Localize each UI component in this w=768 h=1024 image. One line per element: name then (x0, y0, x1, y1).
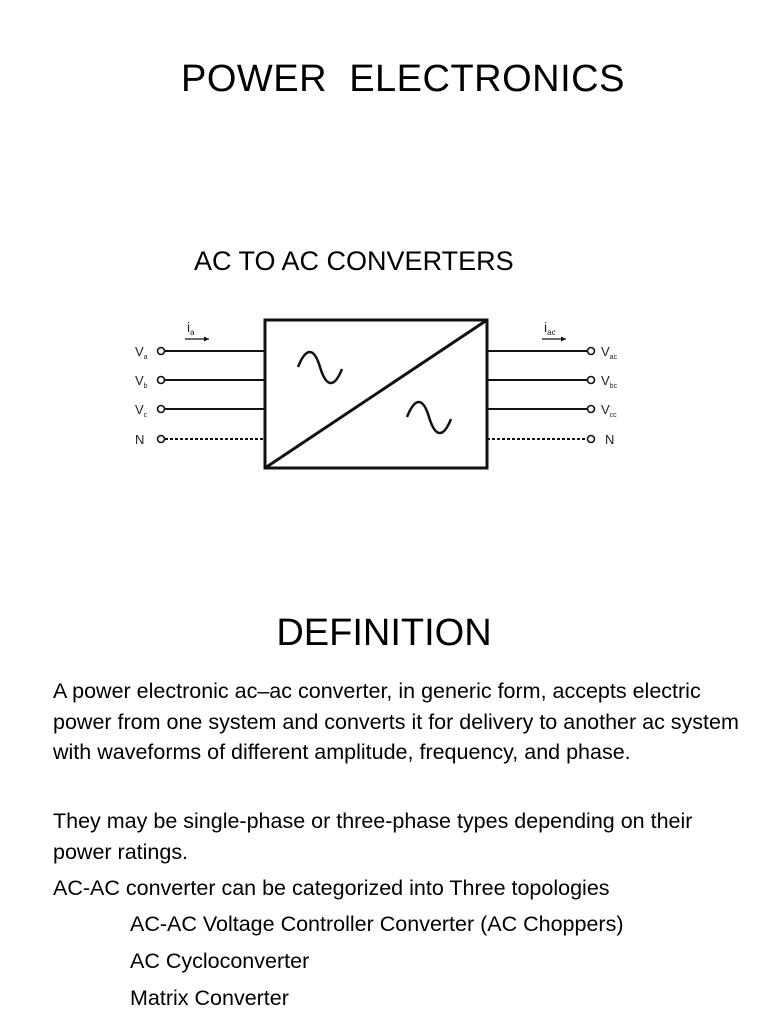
output-terminal-b (588, 377, 595, 384)
output-terminal-a (588, 348, 595, 355)
topology-item: Matrix Converter (130, 986, 289, 1010)
topology-item: AC-AC Voltage Controller Converter (AC Choppers) (130, 912, 624, 936)
input-current-label: $i_a$ (187, 319, 195, 337)
topology-item: AC Cycloconverter (130, 949, 310, 973)
output-label-c: $V_{cc}$ (601, 402, 617, 419)
output-terminal-n (588, 436, 595, 443)
input-label-b: $V_b$ (135, 373, 148, 390)
phase-types-paragraph: They may be single-phase or three-phase types depending on their power ratings. (53, 809, 693, 864)
output-terminal-c (588, 406, 595, 413)
topologies-intro: AC-AC converter can be categorized into Three topologies (53, 876, 610, 900)
input-label-a: $V_a$ (135, 344, 148, 361)
input-terminal-b (158, 377, 165, 384)
definition-paragraph: A power electronic ac–ac converter, in generic form, accepts electric power from one system and converts it for delivery to another ac system with waveforms of different amplitude, frequency, and phase. (53, 679, 739, 764)
definition-heading: DEFINITION (276, 612, 492, 654)
output-label-n: N (605, 432, 615, 447)
converter-diagram (115, 305, 645, 485)
input-terminal-a (158, 348, 165, 355)
input-terminal-c (158, 406, 165, 413)
input-terminal-n (158, 436, 165, 443)
output-label-a: $V_{ac}$ (601, 344, 618, 361)
output-label-b: $V_{bc}$ (601, 373, 618, 390)
output-current-label: $i_{ac}$ (544, 319, 556, 337)
page-title: POWER ELECTRONICS (181, 58, 625, 100)
input-label-c: $V_c$ (135, 402, 148, 419)
subtitle: AC TO AC CONVERTERS (194, 246, 514, 276)
input-label-n: N (135, 432, 145, 447)
